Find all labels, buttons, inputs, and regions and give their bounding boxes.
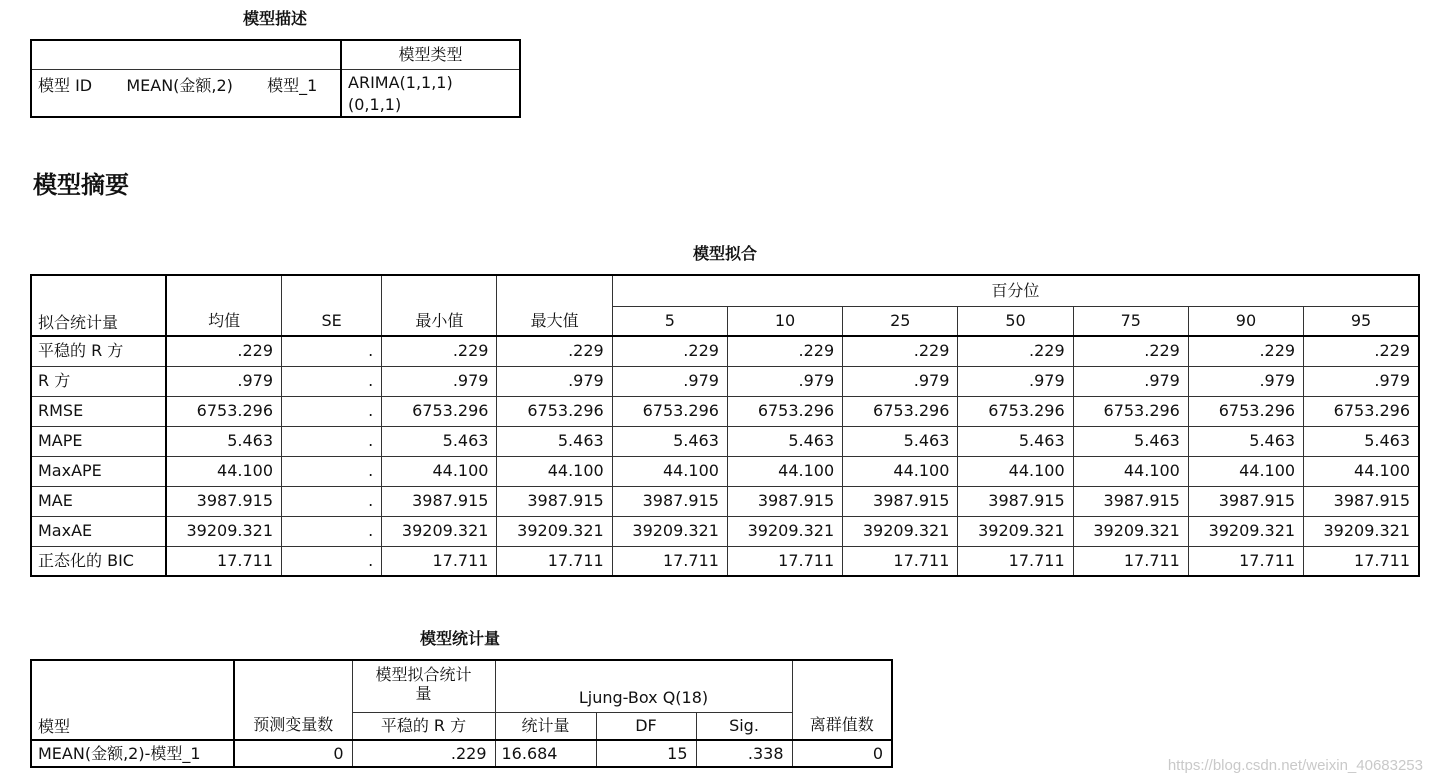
fit-percentile-header: 百分位 [612, 275, 1419, 306]
fit-cell-p75: 44.100 [1073, 456, 1188, 486]
fit-row-name: MAPE [31, 426, 166, 456]
stats-col-stationary-r2: 平稳的 R 方 [352, 712, 495, 740]
fit-row [31, 426, 1419, 456]
fit-cell-se: . [282, 366, 382, 396]
fit-cell-p75: .229 [1073, 336, 1188, 366]
fit-cell-p10: 44.100 [727, 456, 842, 486]
fit-cell-p90: 5.463 [1188, 426, 1303, 456]
fit-cell-p90: 39209.321 [1188, 516, 1303, 546]
fit-row [31, 456, 1419, 486]
fit-cell-mean: 6753.296 [166, 396, 281, 426]
fit-col-max: 最大值 [497, 275, 612, 336]
fit-cell-p10: .229 [727, 336, 842, 366]
fit-percentile-10: 10 [727, 306, 842, 336]
stats-col-predictors: 预测变量数 [234, 660, 352, 740]
fit-cell-p25: 39209.321 [843, 516, 958, 546]
desc-row-label-cell [31, 69, 341, 117]
fit-cell-p50: .979 [958, 366, 1073, 396]
fit-cell-p5: .229 [612, 336, 727, 366]
model-fit-title: 模型拟合 [692, 244, 757, 263]
fit-col-min: 最小值 [382, 275, 497, 336]
desc-model-name: 模型_1 [267, 75, 318, 95]
fit-cell-p95: 6753.296 [1304, 396, 1419, 426]
fit-cell-p5: 39209.321 [612, 516, 727, 546]
fit-cell-p50: 3987.915 [958, 486, 1073, 516]
fit-row-name: MaxAE [31, 516, 166, 546]
fit-cell-p10: 3987.915 [727, 486, 842, 516]
fit-cell-p25: 6753.296 [843, 396, 958, 426]
fit-cell-p95: 17.711 [1304, 546, 1419, 576]
fit-cell-max: 5.463 [497, 426, 612, 456]
fit-cell-p5: .979 [612, 366, 727, 396]
fit-cell-p10: 6753.296 [727, 396, 842, 426]
stats-col-df: DF [596, 712, 696, 740]
fit-percentile-95: 95 [1304, 306, 1419, 336]
fit-percentile-50: 50 [958, 306, 1073, 336]
fit-cell-p50: 44.100 [958, 456, 1073, 486]
stats-row-model: MEAN(金额,2)-模型_1 [31, 740, 234, 767]
fit-cell-p95: 44.100 [1304, 456, 1419, 486]
stats-col-ljung-box: Ljung-Box Q(18) [495, 660, 792, 712]
fit-row [31, 396, 1419, 426]
fit-cell-p95: .979 [1304, 366, 1419, 396]
fit-cell-mean: 5.463 [166, 426, 281, 456]
fit-cell-se: . [282, 516, 382, 546]
fit-cell-se: . [282, 456, 382, 486]
fit-cell-min: 39209.321 [382, 516, 497, 546]
fit-stat-header: 拟合统计量 [31, 275, 166, 336]
fit-cell-p25: 17.711 [843, 546, 958, 576]
fit-cell-p90: 44.100 [1188, 456, 1303, 486]
fit-cell-se: . [282, 336, 382, 366]
desc-id-label: 模型 ID [38, 75, 93, 95]
fit-row [31, 516, 1419, 546]
fit-col-se: SE [282, 275, 382, 336]
fit-row [31, 546, 1419, 576]
fit-cell-p5: 3987.915 [612, 486, 727, 516]
fit-cell-p90: .229 [1188, 336, 1303, 366]
fit-cell-min: 5.463 [382, 426, 497, 456]
fit-cell-se: . [282, 546, 382, 576]
stats-fit-group-line1: 模型拟合统计 [375, 665, 472, 684]
fit-cell-p95: 3987.915 [1304, 486, 1419, 516]
fit-cell-p10: .979 [727, 366, 842, 396]
fit-cell-p75: 17.711 [1073, 546, 1188, 576]
fit-cell-p90: .979 [1188, 366, 1303, 396]
stats-col-fit-group [352, 660, 495, 712]
fit-cell-max: .979 [497, 366, 612, 396]
fit-percentile-25: 25 [843, 306, 958, 336]
model-summary-heading: 模型摘要 [33, 170, 129, 199]
fit-cell-p75: 3987.915 [1073, 486, 1188, 516]
fit-row-name: 正态化的 BIC [31, 546, 166, 576]
fit-cell-p50: .229 [958, 336, 1073, 366]
fit-percentile-5: 5 [612, 306, 727, 336]
fit-cell-min: 44.100 [382, 456, 497, 486]
watermark-text: https://blog.csdn.net/weixin_40683253 [1167, 757, 1423, 774]
fit-cell-mean: 3987.915 [166, 486, 281, 516]
fit-cell-p75: .979 [1073, 366, 1188, 396]
stats-row-predictors: 0 [234, 740, 352, 767]
stats-row-outliers: 0 [792, 740, 892, 767]
fit-cell-mean: 44.100 [166, 456, 281, 486]
fit-cell-max: 6753.296 [497, 396, 612, 426]
fit-cell-se: . [282, 426, 382, 456]
fit-cell-p25: .979 [843, 366, 958, 396]
stats-row-statistic: 16.684 [495, 740, 596, 767]
model-description-title: 模型描述 [242, 9, 307, 28]
fit-cell-min: 17.711 [382, 546, 497, 576]
fit-percentile-75: 75 [1073, 306, 1188, 336]
fit-cell-p50: 39209.321 [958, 516, 1073, 546]
fit-row-name: 平稳的 R 方 [31, 336, 166, 366]
fit-cell-p95: 5.463 [1304, 426, 1419, 456]
fit-cell-p25: 3987.915 [843, 486, 958, 516]
fit-row [31, 336, 1419, 366]
fit-row [31, 366, 1419, 396]
fit-cell-max: .229 [497, 336, 612, 366]
desc-type-header: 模型类型 [341, 40, 520, 69]
fit-cell-p10: 5.463 [727, 426, 842, 456]
fit-percentile-90: 90 [1188, 306, 1303, 336]
fit-cell-p5: 17.711 [612, 546, 727, 576]
fit-cell-p25: .229 [843, 336, 958, 366]
fit-cell-p95: .229 [1304, 336, 1419, 366]
stats-row-stationary-r2: .229 [352, 740, 495, 767]
model-description-table [30, 39, 521, 118]
stats-fit-group-line2: 量 [415, 684, 432, 703]
fit-cell-min: .979 [382, 366, 497, 396]
stats-col-statistic: 统计量 [495, 712, 596, 740]
fit-cell-min: .229 [382, 336, 497, 366]
fit-cell-p10: 17.711 [727, 546, 842, 576]
fit-row-name: RMSE [31, 396, 166, 426]
fit-cell-p75: 6753.296 [1073, 396, 1188, 426]
fit-cell-max: 3987.915 [497, 486, 612, 516]
fit-cell-mean: 17.711 [166, 546, 281, 576]
model-stats-table [30, 659, 893, 768]
stats-col-sig: Sig. [696, 712, 792, 740]
fit-cell-p25: 44.100 [843, 456, 958, 486]
desc-type-value [341, 69, 520, 117]
fit-cell-p50: 6753.296 [958, 396, 1073, 426]
fit-row-name: R 方 [31, 366, 166, 396]
fit-cell-se: . [282, 396, 382, 426]
fit-row [31, 486, 1419, 516]
fit-cell-p50: 5.463 [958, 426, 1073, 456]
fit-cell-max: 39209.321 [497, 516, 612, 546]
fit-cell-se: . [282, 486, 382, 516]
fit-cell-p75: 39209.321 [1073, 516, 1188, 546]
fit-cell-mean: 39209.321 [166, 516, 281, 546]
stats-row-df: 15 [596, 740, 696, 767]
desc-type-line1: ARIMA(1,1,1) [348, 72, 453, 92]
stats-col-outliers: 离群值数 [792, 660, 892, 740]
stats-col-model: 模型 [31, 660, 234, 740]
fit-cell-p25: 5.463 [843, 426, 958, 456]
fit-cell-max: 44.100 [497, 456, 612, 486]
model-fit-table [30, 274, 1420, 577]
fit-cell-p10: 39209.321 [727, 516, 842, 546]
model-stats-title: 模型统计量 [419, 629, 500, 648]
fit-cell-max: 17.711 [497, 546, 612, 576]
fit-cell-p90: 6753.296 [1188, 396, 1303, 426]
desc-type-line2: (0,1,1) [348, 94, 402, 114]
fit-col-mean: 均值 [166, 275, 281, 336]
fit-cell-p5: 5.463 [612, 426, 727, 456]
fit-cell-p5: 44.100 [612, 456, 727, 486]
fit-cell-p75: 5.463 [1073, 426, 1188, 456]
fit-cell-p5: 6753.296 [612, 396, 727, 426]
desc-series-name: MEAN(金额,2) [126, 75, 233, 95]
fit-cell-min: 3987.915 [382, 486, 497, 516]
fit-row-name: MAE [31, 486, 166, 516]
fit-cell-p90: 3987.915 [1188, 486, 1303, 516]
fit-cell-p95: 39209.321 [1304, 516, 1419, 546]
fit-cell-p90: 17.711 [1188, 546, 1303, 576]
fit-cell-min: 6753.296 [382, 396, 497, 426]
fit-cell-mean: .229 [166, 336, 281, 366]
stats-row-sig: .338 [696, 740, 792, 767]
fit-cell-p50: 17.711 [958, 546, 1073, 576]
fit-cell-mean: .979 [166, 366, 281, 396]
fit-row-name: MaxAPE [31, 456, 166, 486]
desc-blank-cell [31, 40, 341, 69]
